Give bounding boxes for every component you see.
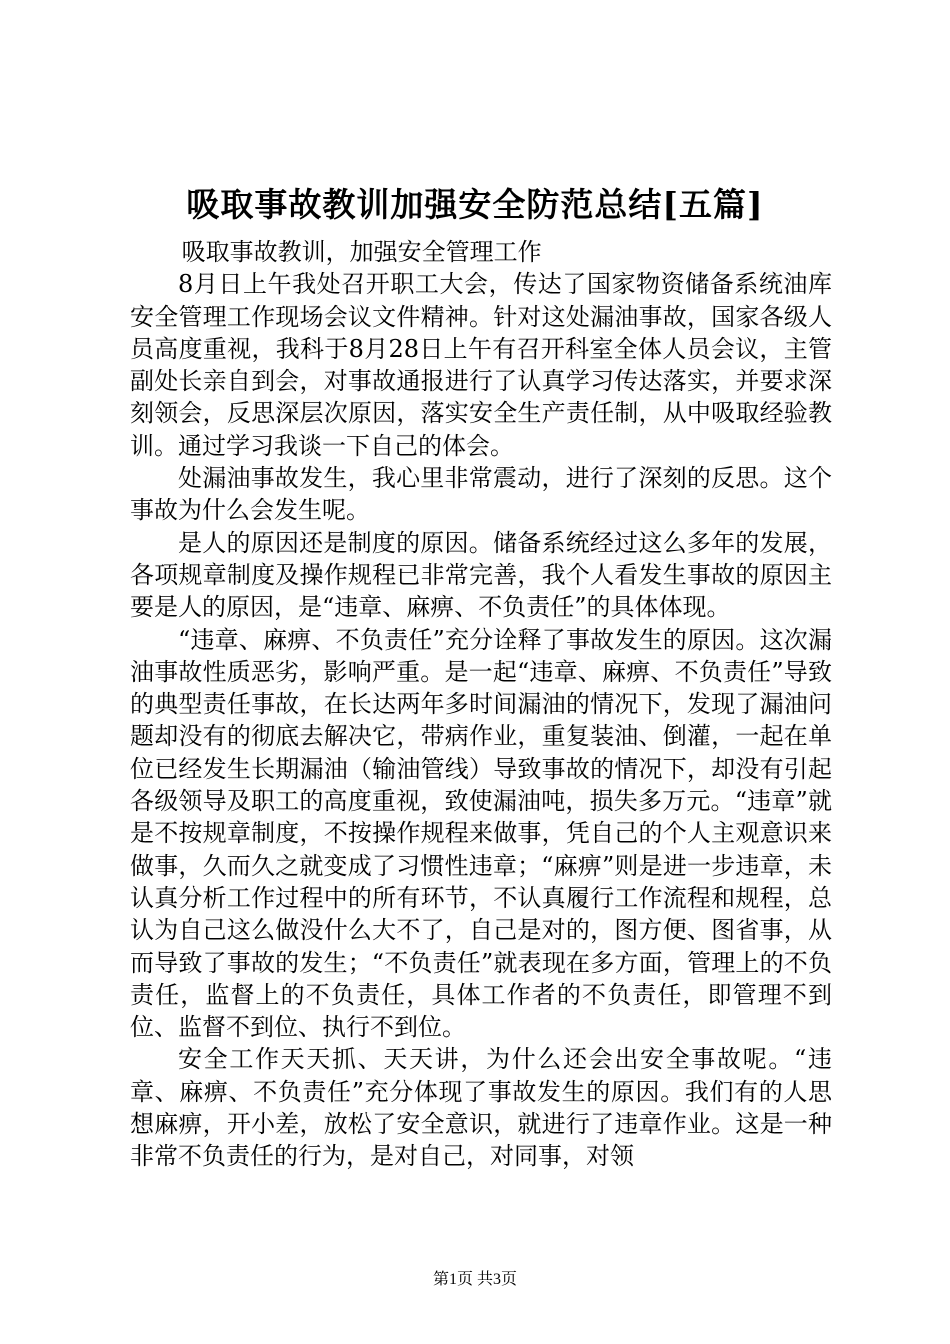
document-subtitle: 吸取事故教训，加强安全管理工作	[181, 238, 542, 266]
body-paragraph: 处漏油事故发生，我心里非常震动，进行了深刻的反思。这个事故为什么会发生呢。	[130, 464, 832, 525]
document-title: 吸取事故教训加强安全防范总结[五篇]	[186, 185, 764, 224]
page-footer: 第1页 共3页	[432, 1271, 517, 1288]
body-paragraph: 安全工作天天抓、天天讲，为什么还会出安全事故呢。“违章、麻痹、不负责任”充分体现了事故发生的原因。我们有的人思想麻痹，开小差，放松了安全意识，就进行了违章作业。这是一种非常不负责任的行为，是对自己，对同事，对领	[130, 1045, 832, 1171]
body-paragraph: 是人的原因还是制度的原因。储备系统经过这么多年的发展，各项规章制度及操作规程已非常完善，我个人看发生事故的原因主要是人的原因，是“违章、麻痹、不负责任”的具体体现。	[130, 528, 832, 622]
document-body	[130, 236, 832, 1173]
body-paragraph: “违章、麻痹、不负责任”充分诠释了事故发生的原因。这次漏油事故性质恶劣，影响严重。是一起“违章、麻痹、不负责任”导致的典型责任事故，在长达两年多时间漏油的情况下，发现了漏油问题却没有的彻底去解决它，带病作业，重复装油、倒灌，一起在单位已经发生长期漏油（输油管线）导致事故的情况下，却没有引起各级领导及职工的高度重视，致使漏油吨，损失多万元。“违章”就是不按规章制度，不按操作规程来做事，凭自己的个人主观意识来做事，久而久之就变成了习惯性违章；“麻痹”则是进一步违章，未认真分析工作过程中的所有环节，不认真履行工作流程和规程，总认为自己这么做没什么大不了，自己是对的，图方便、图省事，从而导致了事故的发生；“不负责任”就表现在多方面，管理上的不负责任，监督上的不负责任，具体工作者的不负责任，即管理不到位、监督不到位、执行不到位。	[130, 625, 832, 1042]
body-paragraph: 8月日上午我处召开职工大会，传达了国家物资储备系统油库安全管理工作现场会议文件精神。针对这处漏油事故，国家各级人员高度重视，我科于8月28日上午有召开科室全体人员会议，主管副处长亲自到会，对事故通报进行了认真学习传达落实，并要求深刻领会，反思深层次原因，落实安全生产责任制，从中吸取经验教训。通过学习我谈一下自己的体会。	[130, 270, 832, 460]
